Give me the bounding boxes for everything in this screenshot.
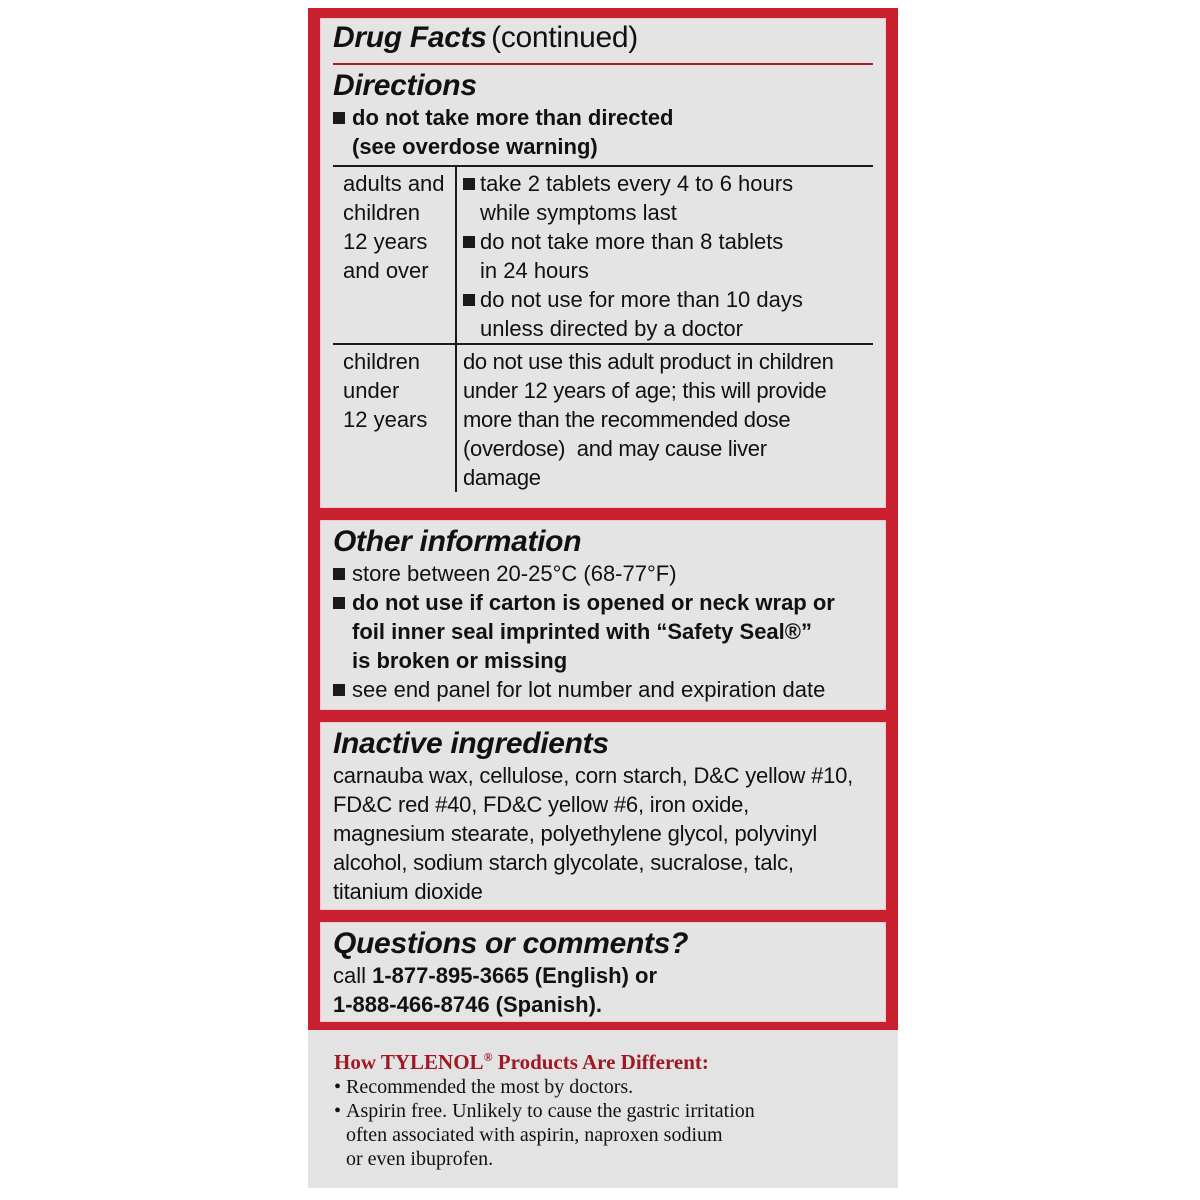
- square-bullet-icon: [333, 684, 345, 696]
- drug-facts-continued: (continued): [491, 21, 638, 54]
- square-bullet-icon: [333, 112, 345, 124]
- age-line: children: [343, 349, 421, 374]
- square-bullet-icon: [333, 597, 345, 609]
- spanish-phone-number: 1-888-466-8746 (Spanish).: [333, 992, 603, 1017]
- dosage-line: more than the recommended dose: [463, 407, 791, 432]
- directions-intro-line2: (see overdose warning): [352, 134, 598, 159]
- directions-intro-line1: do not take more than directed: [352, 105, 674, 130]
- dosage-bullet: [463, 169, 873, 227]
- dosage-bullet: [463, 227, 873, 285]
- age-line: and over: [343, 258, 429, 283]
- directions-box: [320, 18, 886, 508]
- age-line: 12 years: [343, 229, 428, 254]
- bullet-dot-icon: •: [334, 1100, 342, 1122]
- tylenol-bullet-item: [334, 1099, 894, 1171]
- drug-facts-header: [333, 19, 873, 65]
- other-information-heading: Other information: [333, 525, 582, 558]
- dosage-line: in 24 hours: [480, 258, 589, 283]
- other-info-text: do not use if carton is opened or neck wrap or: [352, 590, 835, 615]
- dosage-line: take 2 tablets every 4 to 6 hours: [480, 171, 794, 196]
- directions-intro-bullet: [333, 103, 879, 161]
- other-info-item: [333, 588, 879, 675]
- ingredients-line: FD&C red #40, FD&C yellow #6, iron oxide,: [333, 792, 750, 817]
- square-bullet-icon: [333, 568, 345, 580]
- tylenol-bullet-text: or even ibuprofen.: [346, 1148, 494, 1170]
- dosage-bullet: [463, 285, 873, 343]
- other-info-text: store between 20-25°C (68-77°F): [352, 561, 677, 586]
- age-group-children: [333, 345, 455, 492]
- other-information-box: [320, 520, 886, 710]
- other-info-item: [333, 559, 879, 588]
- age-line: 12 years: [343, 407, 428, 432]
- tylenol-bullet-text: Recommended the most by doctors.: [346, 1076, 634, 1098]
- inactive-ingredients-heading: Inactive ingredients: [333, 727, 609, 760]
- directions-table: [333, 165, 873, 492]
- tylenol-heading: [334, 1044, 894, 1075]
- questions-box: [320, 922, 886, 1022]
- square-bullet-icon: [463, 294, 475, 306]
- dosage-line: under 12 years of age; this will provide: [463, 378, 827, 403]
- inactive-ingredients-box: [320, 722, 886, 910]
- table-row-adults: [333, 167, 873, 343]
- call-prefix: call: [333, 963, 373, 988]
- other-info-text: foil inner seal imprinted with “Safety Seal®”: [352, 619, 812, 644]
- age-group-adults: [333, 167, 455, 343]
- drug-facts-title: Drug Facts: [333, 21, 487, 54]
- phone-english: [333, 961, 879, 990]
- drug-facts-frame: [308, 8, 898, 1030]
- dosage-children: [455, 345, 873, 492]
- tylenol-difference-section: [334, 1044, 894, 1171]
- other-info-item: [333, 675, 879, 704]
- dosage-adults: [455, 167, 873, 343]
- age-line: adults and: [343, 171, 445, 196]
- ingredients-list: [333, 761, 879, 912]
- square-bullet-icon: [463, 178, 475, 190]
- dosage-line: do not take more than 8 tablets: [480, 229, 784, 254]
- tylenol-bullet-text: Aspirin free. Unlikely to cause the gastric irritation: [346, 1100, 755, 1122]
- dosage-line: (overdose) and may cause liver: [463, 436, 767, 461]
- tylenol-bullet-text: often associated with aspirin, naproxen sodium: [346, 1124, 723, 1146]
- registered-mark: ®: [483, 1050, 493, 1064]
- age-line: children: [343, 200, 421, 225]
- square-bullet-icon: [463, 236, 475, 248]
- dosage-line: do not use this adult product in children: [463, 349, 834, 374]
- age-line: under: [343, 378, 400, 403]
- dosage-line: do not use for more than 10 days: [480, 287, 803, 312]
- other-info-text: see end panel for lot number and expiration date: [352, 677, 826, 702]
- dosage-line: while symptoms last: [480, 200, 677, 225]
- table-row-children: [333, 343, 873, 492]
- questions-heading: Questions or comments?: [333, 927, 689, 960]
- tylenol-heading-prefix: How TYLENOL: [334, 1050, 484, 1074]
- dosage-line: unless directed by a doctor: [480, 316, 743, 341]
- other-info-text: is broken or missing: [352, 648, 568, 673]
- dosage-line: damage: [463, 465, 541, 490]
- english-phone-number: 1-877-895-3665 (English) or: [372, 963, 658, 988]
- tylenol-heading-suffix: Products Are Different:: [492, 1050, 709, 1074]
- bullet-dot-icon: •: [334, 1076, 342, 1098]
- ingredients-line: carnauba wax, cellulose, corn starch, D&C yellow #10,: [333, 763, 854, 788]
- tylenol-bullet-item: [334, 1075, 894, 1099]
- ingredients-line: titanium dioxide: [333, 879, 483, 904]
- ingredients-line: alcohol, sodium starch glycolate, sucralose, talc,: [333, 850, 794, 875]
- ingredients-line: magnesium stearate, polyethylene glycol, polyvinyl: [333, 821, 818, 846]
- directions-heading: Directions: [333, 69, 477, 102]
